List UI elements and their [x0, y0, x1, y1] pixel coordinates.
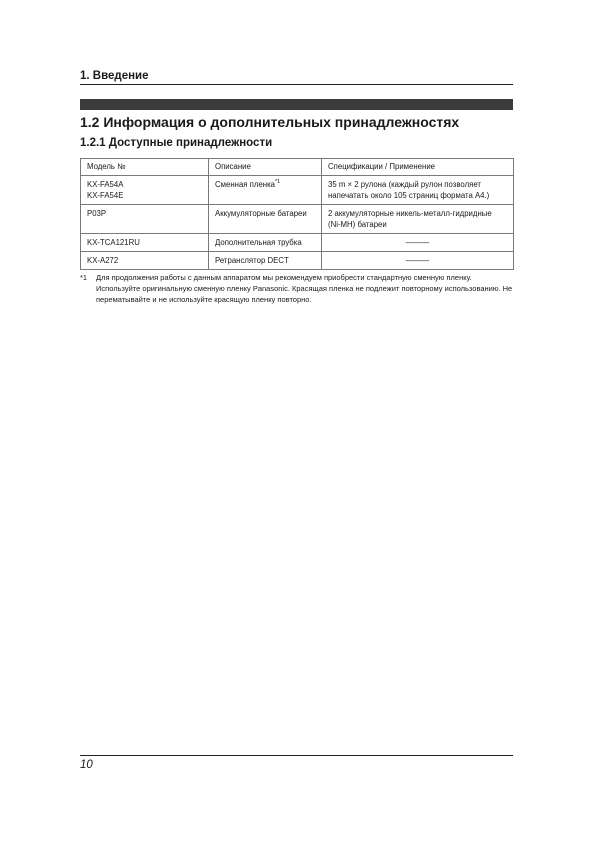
cell-description: Дополнительная трубка [209, 234, 322, 252]
footnote [80, 272, 513, 305]
cell-description: Ретранслятор DECT [209, 252, 322, 270]
cell-spec: ——— [322, 234, 514, 252]
description-text: Сменная пленка [215, 180, 275, 189]
cell-description [209, 176, 322, 205]
table-row [81, 176, 514, 205]
cell-spec: 2 аккумуляторные никель-металл-гидридные (Ni-MH) батареи [322, 205, 514, 234]
footnote-mark: *1 [80, 273, 88, 282]
chapter-title: 1. Введение [80, 70, 149, 82]
cell-model: KX-A272 [81, 252, 209, 270]
cell-model: P03P [81, 205, 209, 234]
cell-spec: 35 m × 2 рулона (каждый рулон позволяет напечатать около 105 страниц формата A4.) [322, 176, 514, 205]
table-row [81, 234, 514, 252]
table-row [81, 252, 514, 270]
chapter-header [80, 66, 513, 85]
column-header-description: Описание [209, 159, 322, 176]
table-header-row [81, 159, 514, 176]
subsection-title: 1.2.1 Доступные принадлежности [80, 137, 273, 149]
cell-model: KX-FA54A KX-FA54E [81, 176, 209, 205]
column-header-spec: Спецификации / Применение [322, 159, 514, 176]
section-bar [80, 99, 513, 110]
page-number: 10 [80, 759, 93, 771]
section-title: 1.2 Информация о дополнительных принадлежностях [80, 114, 460, 130]
cell-description: Аккумуляторные батареи [209, 205, 322, 234]
column-header-model: Модель № [81, 159, 209, 176]
cell-spec: ——— [322, 252, 514, 270]
footer-rule [80, 755, 513, 756]
footnote-reference: *1 [275, 179, 281, 185]
table-row [81, 205, 514, 234]
accessories-table [80, 158, 514, 270]
footnote-text: Для продолжения работы с данным аппаратом мы рекомендуем приобрести стандартную сменную пленку. Используйте оригинальную сменную пленку Panasonic. Красящая пленка не подлежит повторному использованию. Не перематывайте и не используйте красящую пленку повторно. [96, 273, 513, 304]
cell-model: KX-TCA121RU [81, 234, 209, 252]
